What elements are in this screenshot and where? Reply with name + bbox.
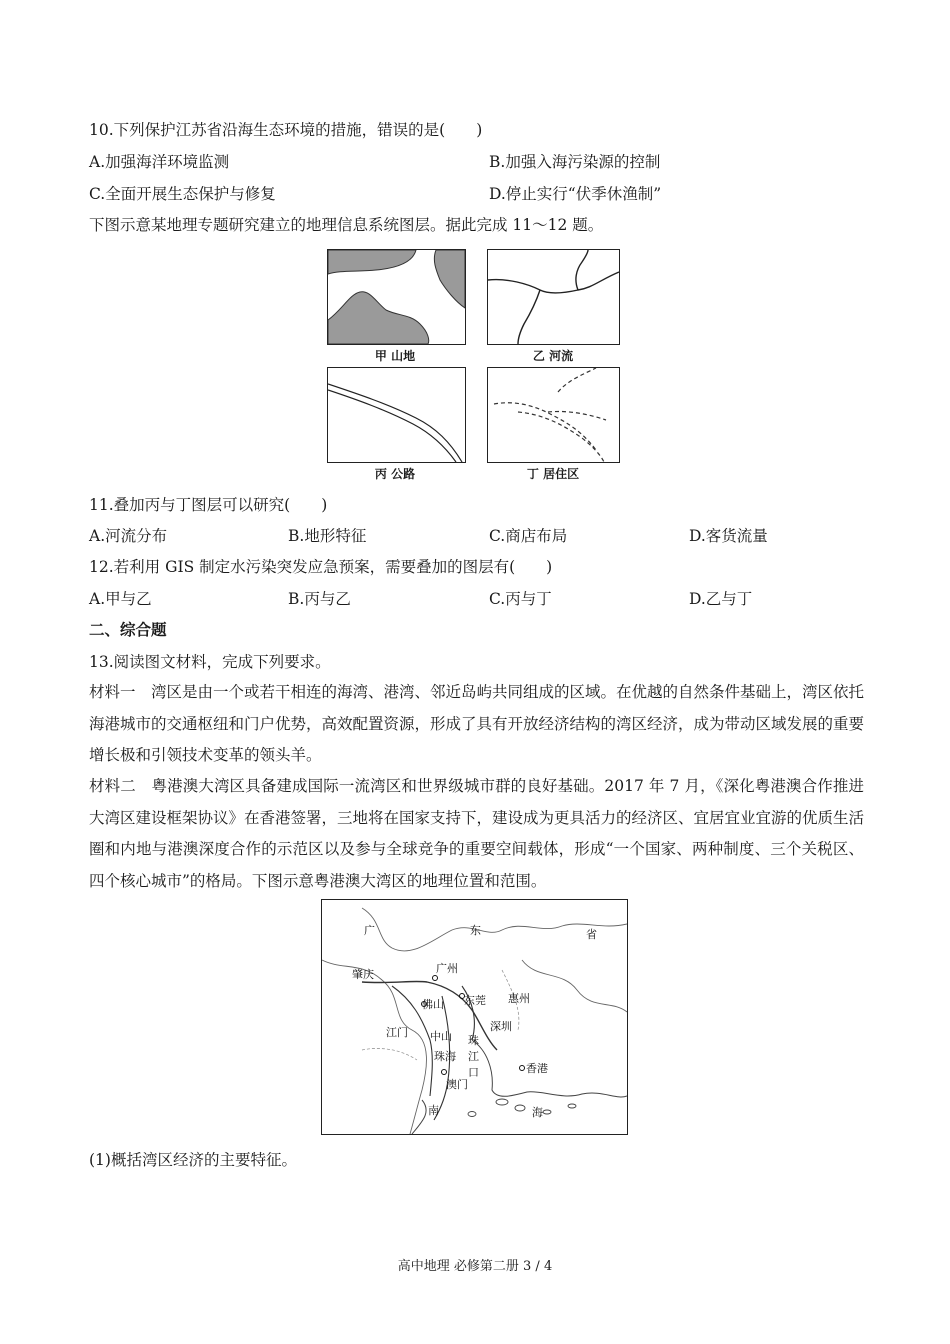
q12-option-d: D.乙与丁 — [689, 590, 753, 608]
q10-option-a: A.加强海洋环境监测 — [89, 153, 230, 171]
map-label-foshan: 佛山 — [422, 998, 444, 1011]
q12-stem: 12.若利用 GIS 制定水污染突发应急预案，需要叠加的图层有( ) — [89, 558, 553, 576]
map-label-nan: 南 — [428, 1104, 439, 1117]
intro-11-12: 下图示意某地理专题研究建立的地理信息系统图层。据此完成 11～12 题。 — [89, 216, 604, 234]
q12-option-a: A.甲与乙 — [89, 590, 152, 608]
gis-caption-residential: 丁 居住区 — [526, 467, 580, 481]
river-layer-graphic — [488, 250, 619, 344]
map-label-sheng: 省 — [586, 928, 597, 941]
q12-option-c: C.丙与丁 — [489, 590, 552, 608]
q10-stem: 10.下列保护江苏省沿海生态环境的措施，错误的是( ) — [89, 121, 483, 139]
gis-caption-mountain: 甲 山地 — [374, 349, 416, 363]
road-layer-graphic — [328, 368, 465, 462]
q11-stem: 11.叠加丙与丁图层可以研究( ) — [89, 496, 328, 514]
map-label-dong: 东 — [470, 924, 481, 937]
page-footer: 高中地理 必修第二册 3 / 4 — [397, 1259, 553, 1274]
map-label-huizhou: 惠州 — [508, 992, 530, 1005]
q12-option-b: B.丙与乙 — [288, 590, 351, 608]
q11-option-a: A.河流分布 — [89, 527, 168, 545]
q11-option-b: B.地形特征 — [288, 527, 367, 545]
q13-material-2: 材料二 粤港澳大湾区具备建成国际一流湾区和世界级城市群的良好基础。2017 年 7 月，《深化粤港澳合作推进大湾区建设框架协议》在香港签署，三地将在国家支持下，建设成为更具活力的经济区、宜居宜业宜游的优质生活圈和内地与港澳深度合作的示范区以及参与全球竞争的重要空间载体，形成“一个国家、两种制度、三个关税区、四个核心城市”的格局。下图示意粤港澳大湾区的地理位置和范围。 — [89, 777, 865, 890]
gis-panel-river — [487, 249, 620, 345]
section-heading: 二、综合题 — [89, 620, 167, 639]
gis-panel-mountain — [327, 249, 466, 345]
bay-area-map-graphic — [322, 900, 627, 1134]
map-label-jiangmen: 江门 — [386, 1026, 408, 1039]
map-label-zhu-river-1: 珠 — [468, 1034, 479, 1047]
map-label-guang: 广 — [364, 924, 375, 937]
q13-stem: 13.阅读图文材料，完成下列要求。 — [89, 653, 331, 671]
map-label-zhongshan: 中山 — [430, 1030, 452, 1043]
map-label-zhu-river-2: 江 — [468, 1050, 479, 1063]
map-label-zhu-river-3: 口 — [468, 1066, 479, 1079]
map-label-guangzhou: 广州 — [436, 962, 458, 975]
mountain-layer-graphic — [328, 250, 465, 344]
q13-sub-1: (1)概括湾区经济的主要特征。 — [89, 1151, 297, 1169]
q10-option-b: B.加强入海污染源的控制 — [489, 153, 661, 171]
map-label-macau: 澳门 — [446, 1078, 468, 1091]
map-label-shenzhen: 深圳 — [490, 1020, 512, 1033]
gis-panel-residential — [487, 367, 620, 463]
greater-bay-area-map — [321, 899, 628, 1135]
map-label-zhaoqing: 肇庆 — [352, 968, 374, 981]
gis-caption-river: 乙 河流 — [532, 349, 574, 363]
residential-layer-graphic — [488, 368, 619, 462]
gis-panel-road — [327, 367, 466, 463]
map-label-hai: 海 — [532, 1106, 543, 1119]
q11-option-d: D.客货流量 — [689, 527, 768, 545]
map-label-dongguan: 东莞 — [464, 994, 486, 1007]
q13-material-1: 材料一 湾区是由一个或若干相连的海湾、港湾、邻近岛屿共同组成的区域。在优越的自然条件基础上，湾区依托海港城市的交通枢纽和门户优势，高效配置资源，形成了具有开放经济结构的湾区经济，成为带动区域发展的重要增长极和引领技术变革的领头羊。 — [89, 683, 865, 764]
q10-option-d: D.停止实行“伏季休渔制” — [489, 185, 662, 203]
q10-option-c: C.全面开展生态保护与修复 — [89, 185, 276, 203]
map-label-hongkong: 香港 — [526, 1062, 548, 1075]
gis-caption-road: 丙 公路 — [374, 467, 416, 481]
q11-option-c: C.商店布局 — [489, 527, 568, 545]
map-label-zhuhai: 珠海 — [434, 1050, 456, 1063]
